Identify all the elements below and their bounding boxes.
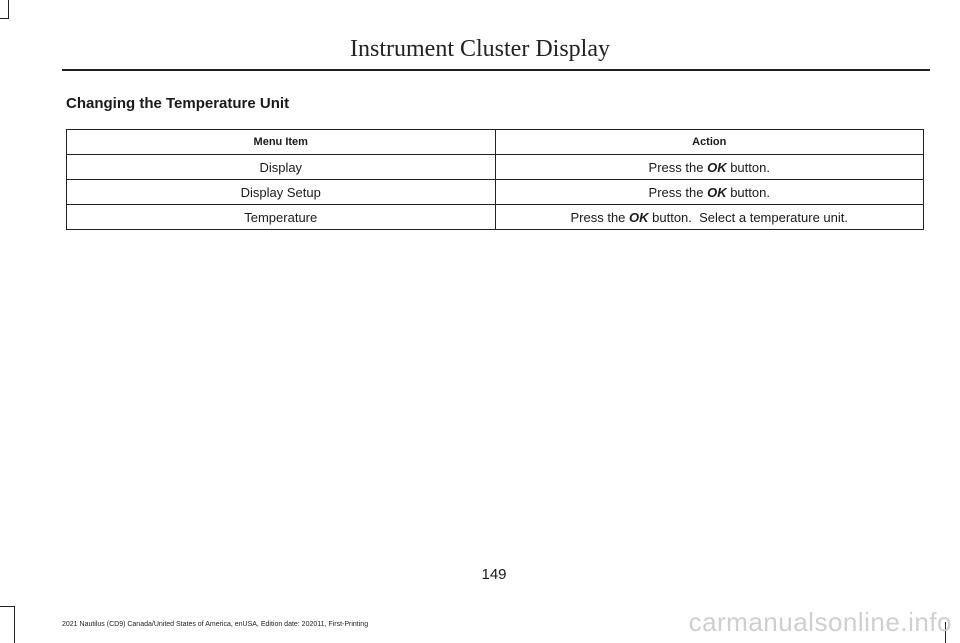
ok-key-label: OK xyxy=(707,159,727,175)
action-suffix: button. xyxy=(726,159,770,175)
action-prefix: Press the xyxy=(570,209,630,225)
action-cell xyxy=(495,155,924,180)
crop-mark-bottom-left-horizontal xyxy=(0,606,15,607)
table-row xyxy=(67,205,924,230)
header-divider xyxy=(62,69,930,71)
table-row xyxy=(67,155,924,180)
action-cell xyxy=(495,205,924,230)
action-suffix: button. xyxy=(726,184,770,200)
watermark: carmanualsonline.info xyxy=(688,607,952,637)
column-header-action: Action xyxy=(495,130,924,155)
action-suffix: button. Select a temperature unit. xyxy=(648,209,848,225)
crop-mark-bottom-left-vertical xyxy=(14,606,15,643)
menu-item-cell: Display xyxy=(67,155,496,180)
menu-item-cell: Temperature xyxy=(67,205,496,230)
menu-item-cell: Display Setup xyxy=(67,180,496,205)
crop-mark-top-left-horizontal xyxy=(0,18,9,19)
column-header-menu-item: Menu Item xyxy=(67,130,496,155)
section-heading: Changing the Temperature Unit xyxy=(66,95,290,112)
action-prefix: Press the xyxy=(648,184,708,200)
crop-mark-top-left-vertical xyxy=(8,0,9,18)
edition-footer: 2021 Nautilus (CD9) Canada/United States of America, enUSA, Edition date: 202011, First-Printing xyxy=(62,621,369,628)
table-header-row xyxy=(67,130,924,155)
temperature-unit-table xyxy=(66,129,924,230)
ok-key-label: OK xyxy=(629,209,649,225)
action-cell xyxy=(495,180,924,205)
table-row xyxy=(67,180,924,205)
page-title: Instrument Cluster Display xyxy=(350,36,610,62)
page-number: 149 xyxy=(481,566,507,583)
ok-key-label: OK xyxy=(707,184,727,200)
action-prefix: Press the xyxy=(648,159,708,175)
